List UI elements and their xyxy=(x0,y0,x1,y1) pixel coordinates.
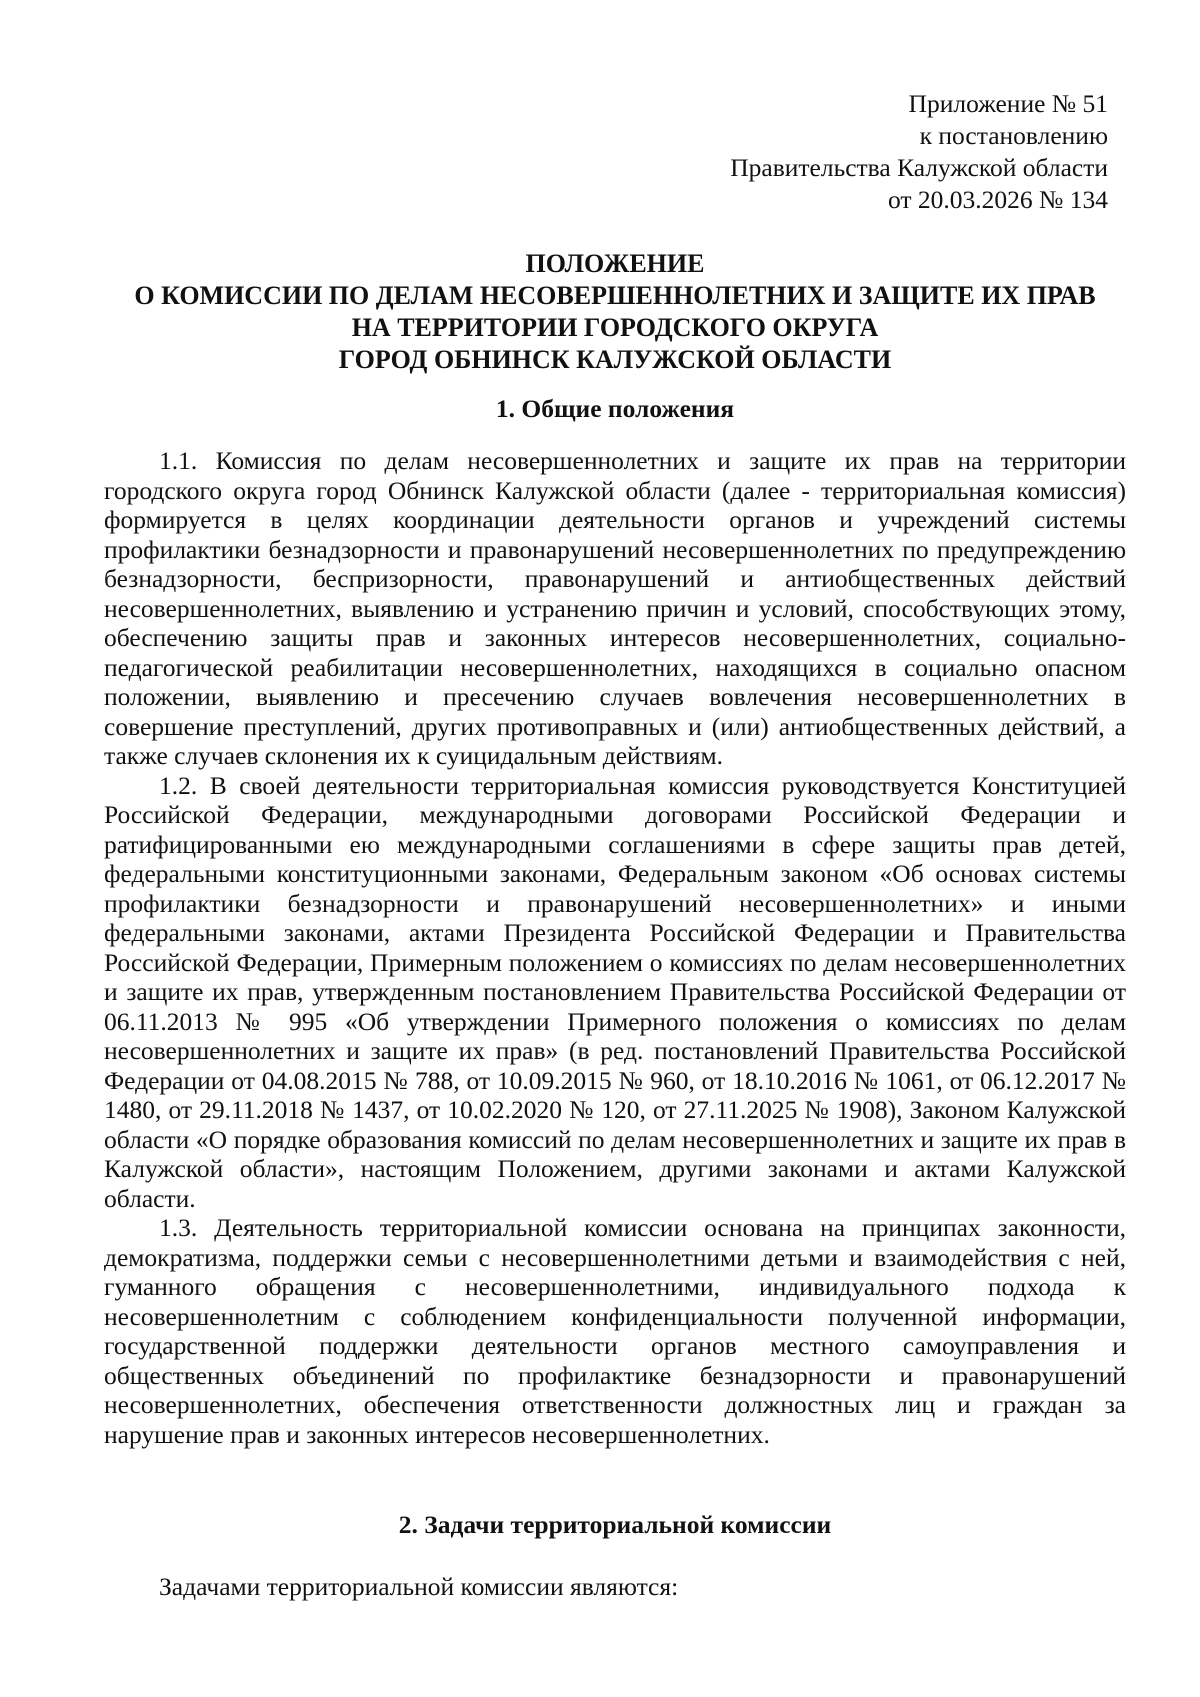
annex-reference: к постановлению xyxy=(919,121,1108,150)
annex-authority: Правительства Калужской области xyxy=(730,153,1108,182)
annex-date-number: от 20.03.2026 № 134 xyxy=(887,185,1108,214)
section-2-intro: Задачами территориальной комиссии являются: xyxy=(159,1572,679,1601)
paragraph-1-3: 1.3. Деятельность территориальной комиссии основана на принципах законности, демократизма, поддержки семьи с несовершеннолетними детьми и взаимодействия с ней, гуманного обращения с несовершеннолетними, индивидуального подхода к несовершеннолетним с соблюдением конфиденциальности полученной информации, государственной поддержки деятельности органов местного самоуправления и общественных объединений по профилактике безнадзорности и правонарушений несовершеннолетних, обеспечения ответственности должностных лиц и граждан за нарушение прав и законных интересов несовершеннолетних. xyxy=(104,1213,1126,1449)
title-line-2: О КОМИССИИ ПО ДЕЛАМ НЕСОВЕРШЕННОЛЕТНИХ И ЗАЩИТЕ ИХ ПРАВ xyxy=(134,281,1096,310)
title-line-3: НА ТЕРРИТОРИИ ГОРОДСКОГО ОКРУГА xyxy=(351,313,879,342)
document-title xyxy=(100,248,1130,376)
annex-block xyxy=(730,88,1108,216)
section-1-body xyxy=(104,446,1126,1449)
section-2-heading: 2. Задачи территориальной комиссии xyxy=(398,1510,832,1539)
paragraph-1-1: 1.1. Комиссия по делам несовершеннолетних и защите их прав на территории городского округа город Обнинск Калужской области (далее - территориальная комиссия) формируется в целях координации деятельности органов и учреждений системы профилактики безнадзорности и правонарушений несовершеннолетних по предупреждению безнадзорности, беспризорности, правонарушений и антиобщественных действий несовершеннолетних, выявлению и устранению причин и условий, способствующих этому, обеспечению защиты прав и законных интересов несовершеннолетних, социально-педагогической реабилитации несовершеннолетних, находящихся в социально опасном положении, выявлению и пресечению случаев вовлечения несовершеннолетних в совершение преступлений, других противоправных и (или) антиобщественных действий, а также случаев склонения их к суицидальным действиям. xyxy=(104,446,1126,770)
title-line-1: ПОЛОЖЕНИЕ xyxy=(525,249,705,278)
annex-number: Приложение № 51 xyxy=(908,89,1108,118)
section-2-body xyxy=(104,1572,1126,1602)
section-1-heading: 1. Общие положения xyxy=(495,394,735,423)
title-line-4: ГОРОД ОБНИНСК КАЛУЖСКОЙ ОБЛАСТИ xyxy=(338,345,892,374)
paragraph-1-2: 1.2. В своей деятельности территориальная комиссия руководствуется Конституцией Российской Федерации, международными договорами Российской Федерации и ратифицированными ею международными соглашениями в сфере защиты прав детей, федеральными конституционными законами, Федеральным законом «Об основах системы профилактики безнадзорности и правонарушений несовершеннолетних» и иными федеральными законами, актами Президента Российской Федерации и Правительства Российской Федерации, Примерным положением о комиссиях по делам несовершеннолетних и защите их прав, утвержденным постановлением Правительства Российской Федерации от 06.11.2013 № 995 «Об утверждении Примерного положения о комиссиях по делам несовершеннолетних и защите их прав» (в ред. постановлений Правительства Российской Федерации от 04.08.2015 № 788, от 10.09.2015 № 960, от 18.10.2016 № 1061, от 06.12.2017 № 1480, от 29.11.2018 № 1437, от 10.02.2020 № 120, от 27.11.2025 № 1908), Законом Калужской области «О порядке образования комиссий по делам несовершеннолетних и защите их прав в Калужской области», настоящим Положением, другими законами и актами Калужской области. xyxy=(104,770,1126,1213)
